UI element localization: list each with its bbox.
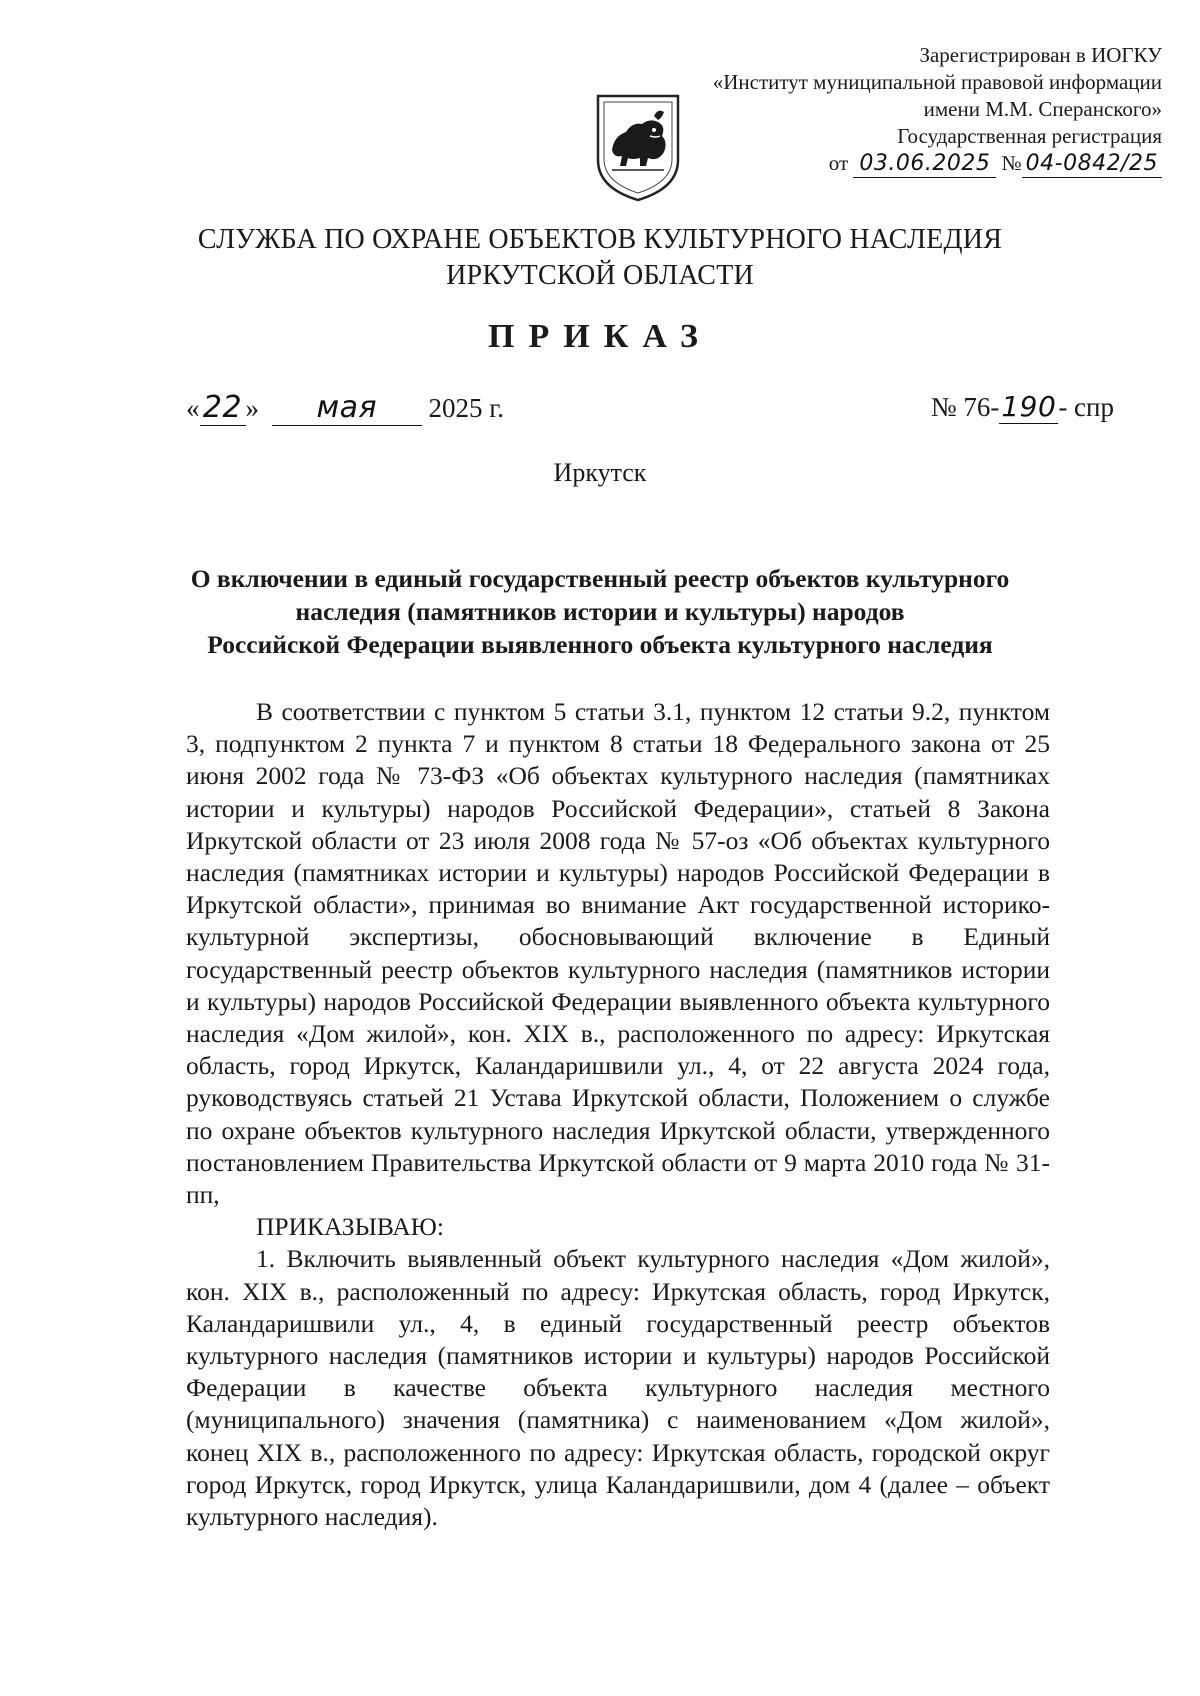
order-number-prefix: № 76- bbox=[930, 392, 1000, 422]
registration-date-handwritten: 03.06.2025 bbox=[853, 150, 996, 178]
order-item-1: 1. Включить выявленный объект культурного наследия «Дом жилой», кон. XIX в., расположенный по адресу: Иркутская область, город Иркутск, Каландаришвили ул., 4, в единый государственный реестр объектов культурного наследия (памятников истории и культуры) народов Российской Федерации в качестве объекта культурного наследия местного (муниципального) значения (памятника) с наименованием «Дом жилой», конец XIX в., расположенного по адресу: Иркутская область, городской округ город Иркутск, город Иркутск, улица Каландаришвили, дом 4 (далее – объект культурного наследия). bbox=[186, 1244, 1050, 1532]
order-number bbox=[931, 390, 1114, 424]
date-quote-close: » bbox=[245, 393, 259, 423]
preamble-paragraph: В соответствии с пунктом 5 статьи 3.1, пунктом 12 статьи 9.2, пунктом 3, подпунктом 2 пункта 7 и пунктом 8 статьи 18 Федерального закона от 25 июня 2002 года № 73-ФЗ «Об объектах культурного наследия (памятниках истории и культуры) народов Российской Федерации», статьей 8 Закона Иркутской области от 23 июля 2008 года № 57-оз «Об объектах культурного наследия (памятниках истории и культуры) народов Российской Федерации в Иркутской области», принимая во внимание Акт государственной историко-культурной экспертизы, обосновывающий включение в Единый государственный реестр объектов культурного наследия (памятников истории и культуры) народов Российской Федерации выявленного объекта культурного наследия «Дом жилой», кон. XIX в., расположенного по адресу: Иркутская область, город Иркутск, Каландаришвили ул., 4, от 22 августа 2024 года, руководствуясь статьей 21 Устава Иркутской области, Положением о службе по охране объектов культурного наследия Иркутской области, утвержденного постановлением Правительства Иркутской области от 9 марта 2010 года № 31-пп, bbox=[186, 697, 1050, 1210]
registration-line-3: имени М.М. Сперанского» bbox=[923, 97, 1162, 121]
order-word: ПРИКАЗЫВАЮ: bbox=[256, 1212, 444, 1242]
registration-date-number bbox=[713, 150, 1162, 178]
irkutsk-coat-of-arms-icon bbox=[592, 92, 684, 204]
date-quote-open: « bbox=[186, 393, 200, 423]
order-year: 2025 г. bbox=[428, 393, 505, 423]
order-city: Иркутск bbox=[553, 458, 647, 487]
subject-line-2: наследия (памятников истории и культуры) народов bbox=[295, 597, 905, 626]
order-day-handwritten: 22 bbox=[200, 390, 246, 426]
document-type-title: ПРИКАЗ bbox=[488, 318, 712, 355]
registration-line-1: Зарегистрирован в ИОГКУ bbox=[919, 43, 1162, 67]
agency-line-1: СЛУЖБА ПО ОХРАНЕ ОБЪЕКТОВ КУЛЬТУРНОГО НАСЛЕДИЯ bbox=[197, 224, 1003, 255]
registration-line-2: «Институт муниципальной правовой информации bbox=[712, 70, 1162, 94]
registration-number-prefix: № bbox=[1001, 151, 1022, 175]
agency-line-2: ИРКУТСКОЙ ОБЛАСТИ bbox=[446, 260, 754, 291]
order-date bbox=[186, 390, 504, 426]
registration-line-4: Государственная регистрация bbox=[897, 124, 1162, 148]
registration-number-handwritten: 04-0842/25 bbox=[1022, 150, 1162, 178]
order-body bbox=[186, 696, 1050, 1533]
registration-date-prefix: от bbox=[828, 151, 849, 175]
agency-name bbox=[0, 222, 1200, 294]
subject-line-3: Российской Федерации выявленного объекта культурного наследия bbox=[207, 630, 993, 659]
order-subject bbox=[150, 562, 1050, 661]
order-number-suffix: - спр bbox=[1058, 392, 1114, 422]
order-month-handwritten: мая bbox=[272, 390, 422, 426]
registration-stamp bbox=[713, 42, 1162, 178]
order-number-handwritten: 190 bbox=[1001, 390, 1057, 423]
subject-line-1: О включении в единый государственный реестр объектов культурного bbox=[190, 564, 1010, 593]
